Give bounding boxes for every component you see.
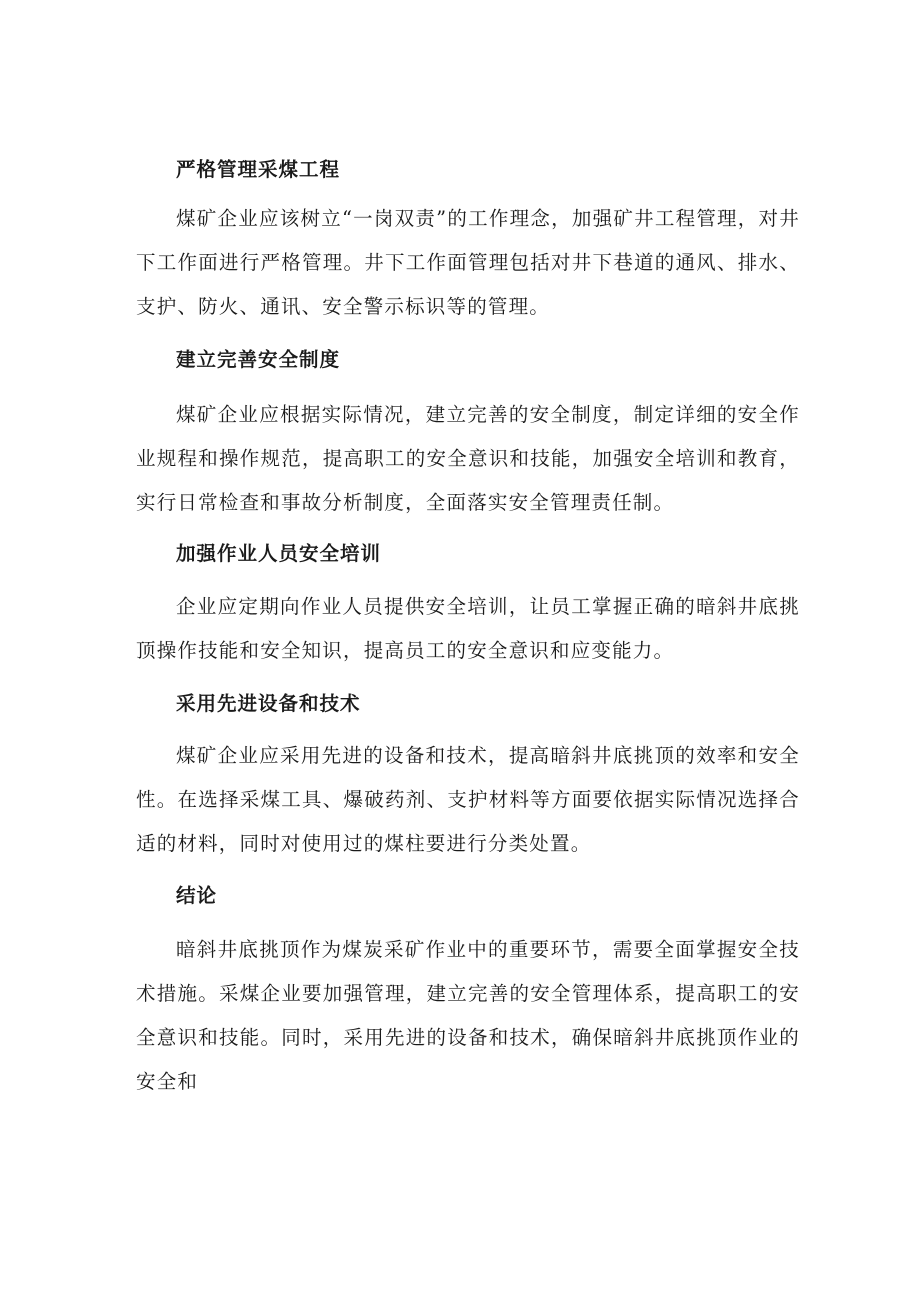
section-heading-1: 严格管理采煤工程 <box>176 158 341 181</box>
section-heading-2: 建立完善安全制度 <box>176 348 341 371</box>
section-body-5: 暗斜井底挑顶作为煤炭采矿作业中的重要环节，需要全面掌握安全技术措施。采煤企业要加强管理，建立完善的安全管理体系，提高职工的安全意识和技能。同时，采用先进的设备和技术，确保暗斜井底挑顶作业的安全和 <box>136 938 800 1093</box>
section-heading-3: 加强作业人员安全培训 <box>176 542 382 565</box>
section-body-3: 企业应定期向作业人员提供安全培训，让员工掌握正确的暗斜井底挑顶操作技能和安全知识，提高员工的安全意识和应变能力。 <box>136 595 800 662</box>
section-body-4: 煤矿企业应采用先进的设备和技术，提高暗斜井底挑顶的效率和安全性。在选择采煤工具、爆破药剂、支护材料等方面要依据实际情况选择合适的材料，同时对使用过的煤柱要进行分类处置。 <box>136 744 800 855</box>
section-body-1: 煤矿企业应该树立“一岗双责”的工作理念，加强矿井工程管理，对井下工作面进行严格管理。井下工作面管理包括对井下巷道的通风、排水、支护、防火、通讯、安全警示标识等的管理。 <box>136 207 800 318</box>
section-heading-5: 结论 <box>176 884 218 907</box>
section-heading-4: 采用先进设备和技术 <box>176 692 361 715</box>
section-body-2: 煤矿企业应根据实际情况，建立完善的安全制度，制定详细的安全作业规程和操作规范，提高职工的安全意识和技能，加强安全培训和教育，实行日常检查和事故分析制度，全面落实安全管理责任制。 <box>136 403 800 514</box>
